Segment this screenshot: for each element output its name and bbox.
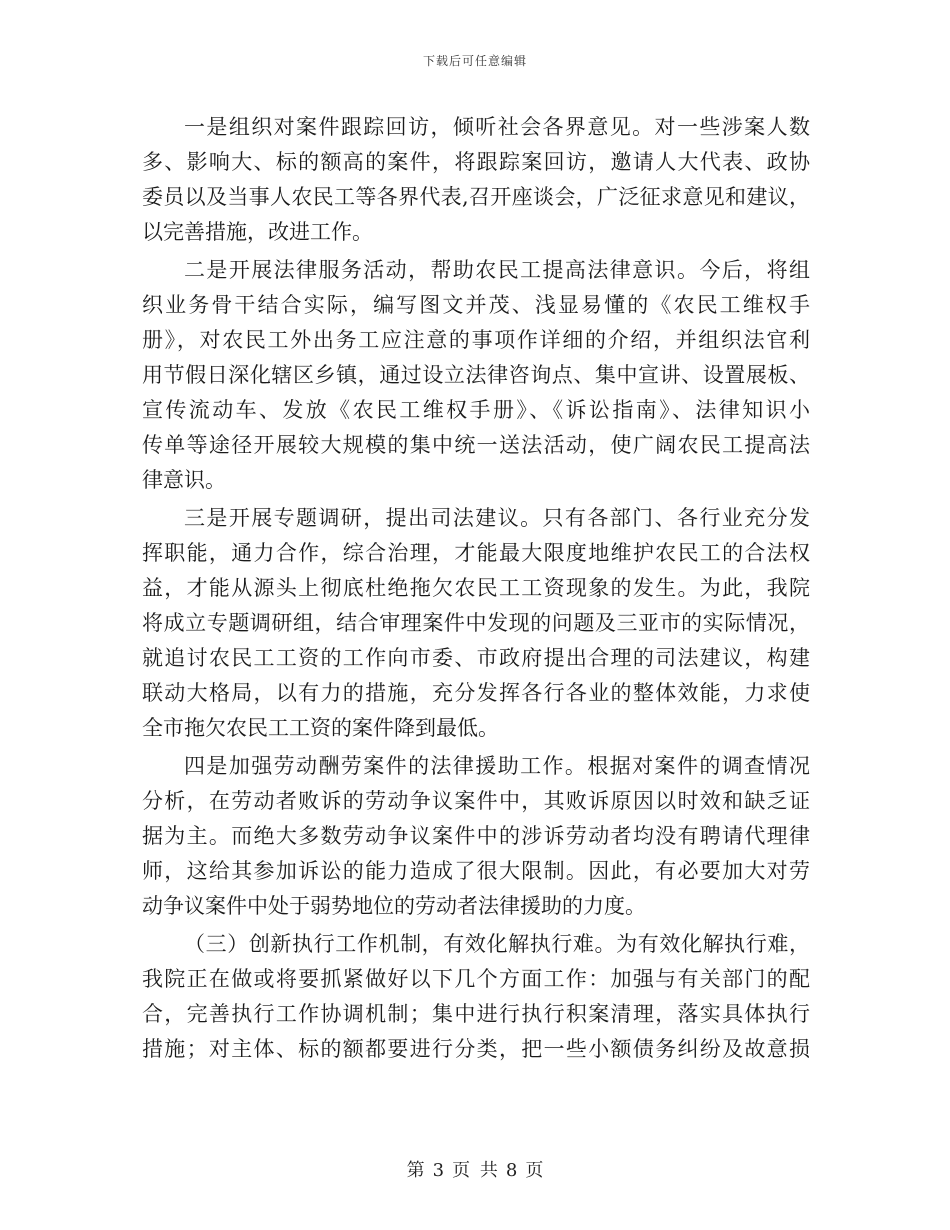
- text-line: 益，才能从源头上彻底杜绝拖欠农民工工资现象的发生。为此，我院: [142, 576, 810, 600]
- text-line: 二是开展法律服务活动，帮助农民工提高法律意识。今后，将组: [184, 258, 810, 282]
- paragraph-1: [142, 110, 810, 250]
- text-line: 多、影响大、标的额高的案件，将跟踪案回访，邀请人大代表、政协: [142, 150, 810, 174]
- footer-prefix: 第: [406, 1160, 425, 1181]
- footer-mid: 页 共: [452, 1160, 498, 1181]
- text-line: 据为主。而绝大多数劳动争议案件中的涉诉劳动者均没有聘请代理律: [142, 824, 810, 848]
- text-line: 合，完善执行工作协调机制；集中进行执行积案清理，落实具体执行: [142, 1002, 810, 1026]
- text-line: 以完善措施，改进工作。: [142, 220, 373, 244]
- text-line: 宣传流动车、发放《农民工维权手册》、《诉讼指南》、法律知识小: [142, 398, 810, 422]
- paragraph-4: [142, 749, 810, 924]
- text-line: （三）创新执行工作机制，有效化解执行难。为有效化解执行难，: [184, 932, 810, 956]
- text-line: 律意识。: [142, 468, 226, 492]
- text-line: 我院正在做或将要抓紧做好以下几个方面工作：加强与有关部门的配: [142, 967, 810, 991]
- text-line: 联动大格局，以有力的措施，充分发挥各行各业的整体效能，力求使: [142, 681, 810, 705]
- total-page-count: 8: [505, 1160, 518, 1181]
- current-page-number: 3: [432, 1160, 445, 1181]
- paragraph-2: [142, 253, 810, 498]
- paragraph-5: [142, 927, 810, 1067]
- text-line: 就追讨农民工工资的工作向市委、市政府提出合理的司法建议，构建: [142, 646, 810, 670]
- paragraph-3: [142, 501, 810, 746]
- text-line: 分析，在劳动者败诉的劳动争议案件中，其败诉原因以时效和缺乏证: [142, 789, 810, 813]
- page-header: 下载后可任意编辑: [422, 54, 527, 68]
- text-line: 委员以及当事人农民工等各界代表,召开座谈会，广泛征求意见和建议，: [142, 185, 810, 209]
- text-line: 措施；对主体、标的额都要进行分类，把一些小额债务纠纷及故意损: [142, 1037, 810, 1061]
- text-line: 师，这给其参加诉讼的能力造成了很大限制。因此，有必要加大对劳: [142, 859, 810, 883]
- text-line: 用节假日深化辖区乡镇，通过设立法律咨询点、集中宣讲、设置展板、: [142, 363, 810, 387]
- text-line: 动争议案件中处于弱势地位的劳动者法律援助的力度。: [142, 894, 646, 918]
- document-body: [142, 110, 810, 1067]
- text-line: 织业务骨干结合实际，编写图文并茂、浅显易懂的《农民工维权手: [142, 293, 810, 317]
- text-line: 将成立专题调研组，结合审理案件中发现的问题及三亚市的实际情况，: [142, 611, 810, 635]
- text-line: 一是组织对案件跟踪回访，倾听社会各界意见。对一些涉案人数: [184, 115, 810, 139]
- text-line: 三是开展专题调研，提出司法建议。只有各部门、各行业充分发: [184, 506, 810, 530]
- text-line: 册》，对农民工外出务工应注意的事项作详细的介绍，并组织法官利: [142, 328, 810, 352]
- text-line: 传单等途径开展较大规模的集中统一送法活动，使广阔农民工提高法: [142, 433, 810, 457]
- text-line: 四是加强劳动酬劳案件的法律援助工作。根据对案件的调查情况: [184, 754, 810, 778]
- text-line: 挥职能，通力合作，综合治理，才能最大限度地维护农民工的合法权: [142, 541, 810, 565]
- footer-suffix: 页: [525, 1160, 544, 1181]
- text-line: 全市拖欠农民工工资的案件降到最低。: [142, 716, 499, 740]
- page-footer: [0, 1156, 950, 1182]
